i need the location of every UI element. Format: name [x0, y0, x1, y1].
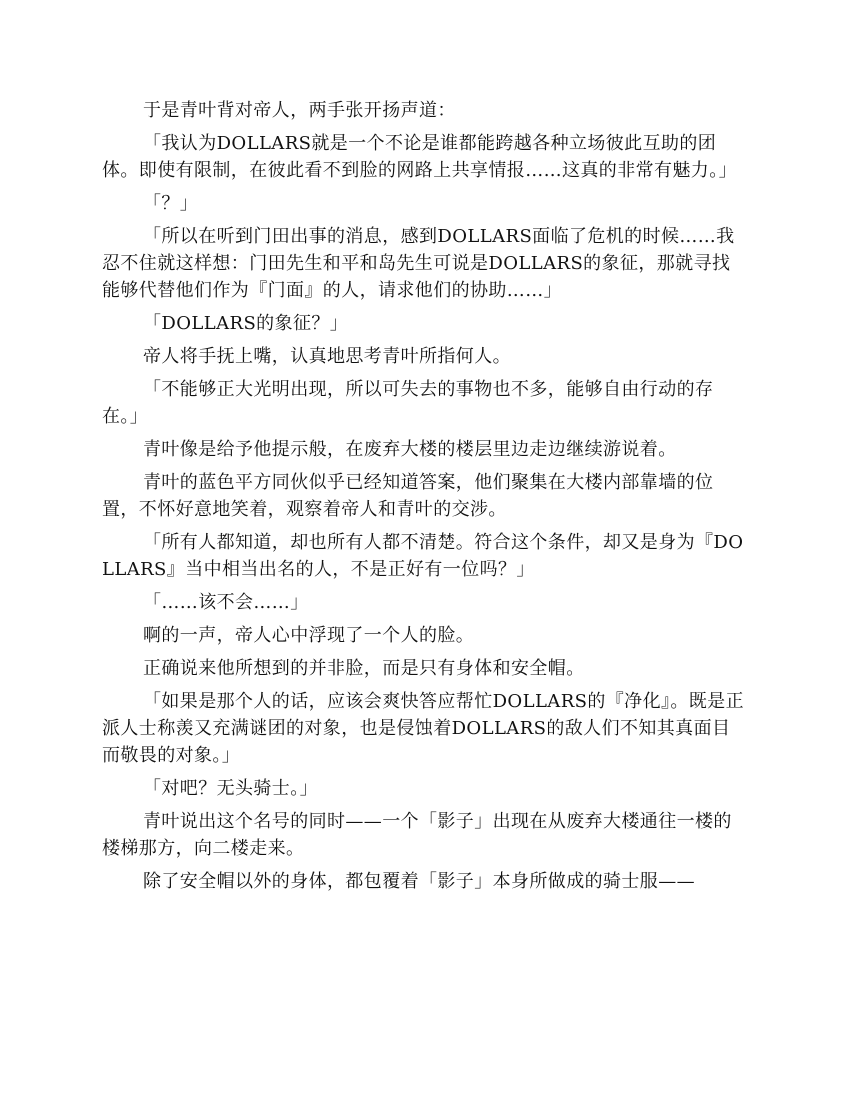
paragraph-4: 「所以在听到门田出事的消息，感到DOLLARS面临了危机的时候……我忍不住就这样想：门田先生和平和岛先生可说是DOLLARS的象征，那就寻找能够代替他们作为『门面』的人，请求他们的协助……」 — [102, 226, 735, 301]
paragraph-13: 正确说来他所想到的并非脸，而是只有身体和安全帽。 — [143, 658, 585, 679]
paragraph-10: 「所有人都知道，却也所有人都不清楚。符合这个条件，却又是身为『DOLLARS』当中相当出名的人，不是正好有一位吗？」 — [102, 532, 744, 580]
paragraph-12: 啊的一声，帝人心中浮现了一个人的脸。 — [143, 625, 475, 646]
paragraph-9: 青叶的蓝色平方同伙似乎已经知道答案，他们聚集在大楼内部靠墙的位置，不怀好意地笑着，观察着帝人和青叶的交涉。 — [102, 472, 714, 520]
paragraph-17: 除了安全帽以外的身体，都包覆着「影子」本身所做成的骑士服—— — [143, 871, 695, 892]
paragraph-11: 「……该不会……」 — [143, 592, 309, 613]
paragraph-14: 「如果是那个人的话，应该会爽快答应帮忙DOLLARS的『净化』。既是正派人士称羡又充满谜团的对象，也是侵蚀着DOLLARS的敌人们不知其真面目而敬畏的对象。」 — [102, 691, 744, 766]
paragraph-6: 帝人将手抚上嘴，认真地思考青叶所指何人。 — [143, 346, 511, 367]
paragraph-8: 青叶像是给予他提示般，在废弃大楼的楼层里边走边继续游说着。 — [143, 439, 677, 460]
paragraph-1: 于是青叶背对帝人，两手张开扬声道： — [143, 100, 456, 121]
paragraph-16: 青叶说出这个名号的同时——一个「影子」出现在从废弃大楼通往一楼的楼梯那方，向二楼走来。 — [102, 811, 732, 859]
paragraph-3: 「？」 — [143, 193, 199, 214]
paragraph-2: 「我认为DOLLARS就是一个不论是谁都能跨越各种立场彼此互助的团体。即使有限制，在彼此看不到脸的网路上共享情报……这真的非常有魅力。」 — [102, 133, 737, 181]
paragraph-5: 「DOLLARS的象征？」 — [143, 313, 349, 334]
paragraph-7: 「不能够正大光明出现，所以可失去的事物也不多，能够自由行动的存在。」 — [102, 379, 714, 427]
paragraph-15: 「对吧？无头骑士。」 — [143, 778, 318, 799]
